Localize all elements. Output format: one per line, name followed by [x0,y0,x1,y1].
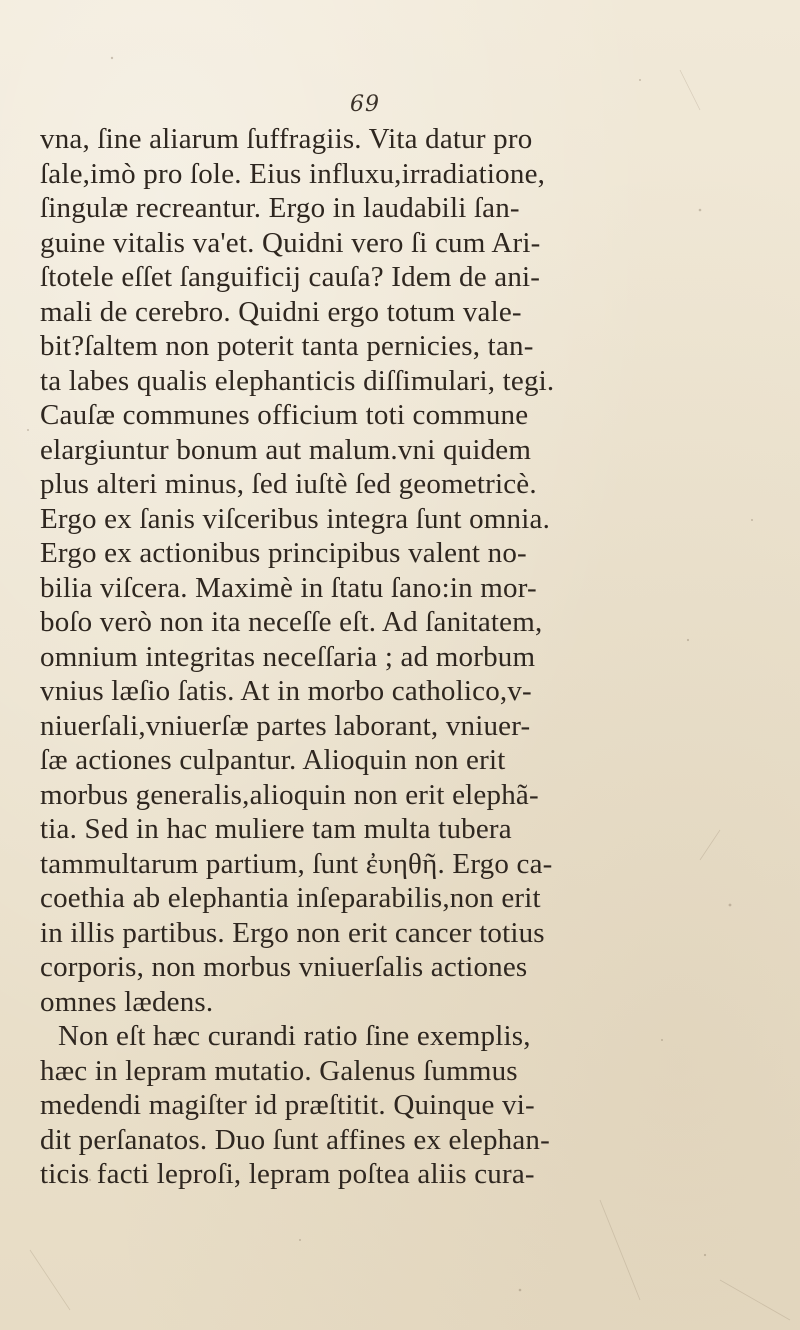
text-line: ſæ actiones culpantur. Alioquin non erit [40,744,506,776]
text-line: morbus generalis,alioquin non erit elephã- [40,778,539,811]
text-line: ſingulæ recreantur. Ergo in laudabili ſan- [40,192,520,224]
text-line: omnes lædens. [40,985,214,1018]
text-line: Ergo ex ſanis viſceribus integra ſunt omnia. [40,502,551,535]
text-line: guine vitalis va'et. Quidni vero ſi cum Ari- [40,226,541,259]
text-line: bit?ſaltem non poterit tanta pernicies, tan- [40,330,534,362]
text-line: corporis, non morbus vniuerſalis actiones [40,951,528,983]
text-line: niuerſali,vniuerſæ partes laborant, vniuer- [40,709,531,742]
text-line: dit perſanatos. Duo ſunt affines ex elephan- [40,1123,550,1156]
text-line: ta labes qualis elephanticis diſſimulari, tegi. [40,364,555,397]
text-line: boſo verò non ita neceſſe eſt. Ad ſanitatem, [40,606,543,638]
body-text [40,122,605,1192]
paragraph-start-line: Non eſt hæc curandi ratio ſine exemplis, [58,1020,531,1052]
text-line: tammultarum partium, ſunt ἐυηθῆ. Ergo ca- [40,847,553,880]
text-line: omnium integritas neceſſaria ; ad morbum [40,640,536,673]
text-line: bilia viſcera. Maximè in ſtatu ſano:in mor- [40,571,537,604]
text-line: Cauſæ communes officium toti commune [40,399,529,431]
text-line: vna, ſine aliarum ſuffragiis. Vita datur pro [40,123,533,155]
text-line: hæc in lepram mutatio. Galenus ſummus [40,1054,518,1087]
text-line: medendi magiſter id præſtitit. Quinque vi- [40,1089,535,1121]
page-number: 69 [350,92,380,117]
text-line: elargiuntur bonum aut malum.vni quidem [40,433,532,466]
text-line: vnius læſio ſatis. At in morbo catholico,v- [40,675,532,707]
text-line: mali de cerebro. Quidni ergo totum vale- [40,295,522,328]
text-line: plus alteri minus, ſed iuſtè ſed geometricè. [40,468,537,500]
text-line: ſale,imò pro ſole. Eius influxu,irradiatione, [40,157,546,190]
text-line: ticis facti leproſi, lepram poſtea aliis cura- [40,1158,535,1190]
text-line: ſtotele eſſet ſanguificij cauſa? Idem de ani- [40,261,541,293]
text-line: Ergo ex actionibus principibus valent no- [40,537,527,569]
text-line: in illis partibus. Ergo non erit cancer totius [40,916,545,949]
text-line: tia. Sed in hac muliere tam multa tubera [40,813,512,845]
text-line: coethia ab elephantia inſeparabilis,non erit [40,882,541,914]
